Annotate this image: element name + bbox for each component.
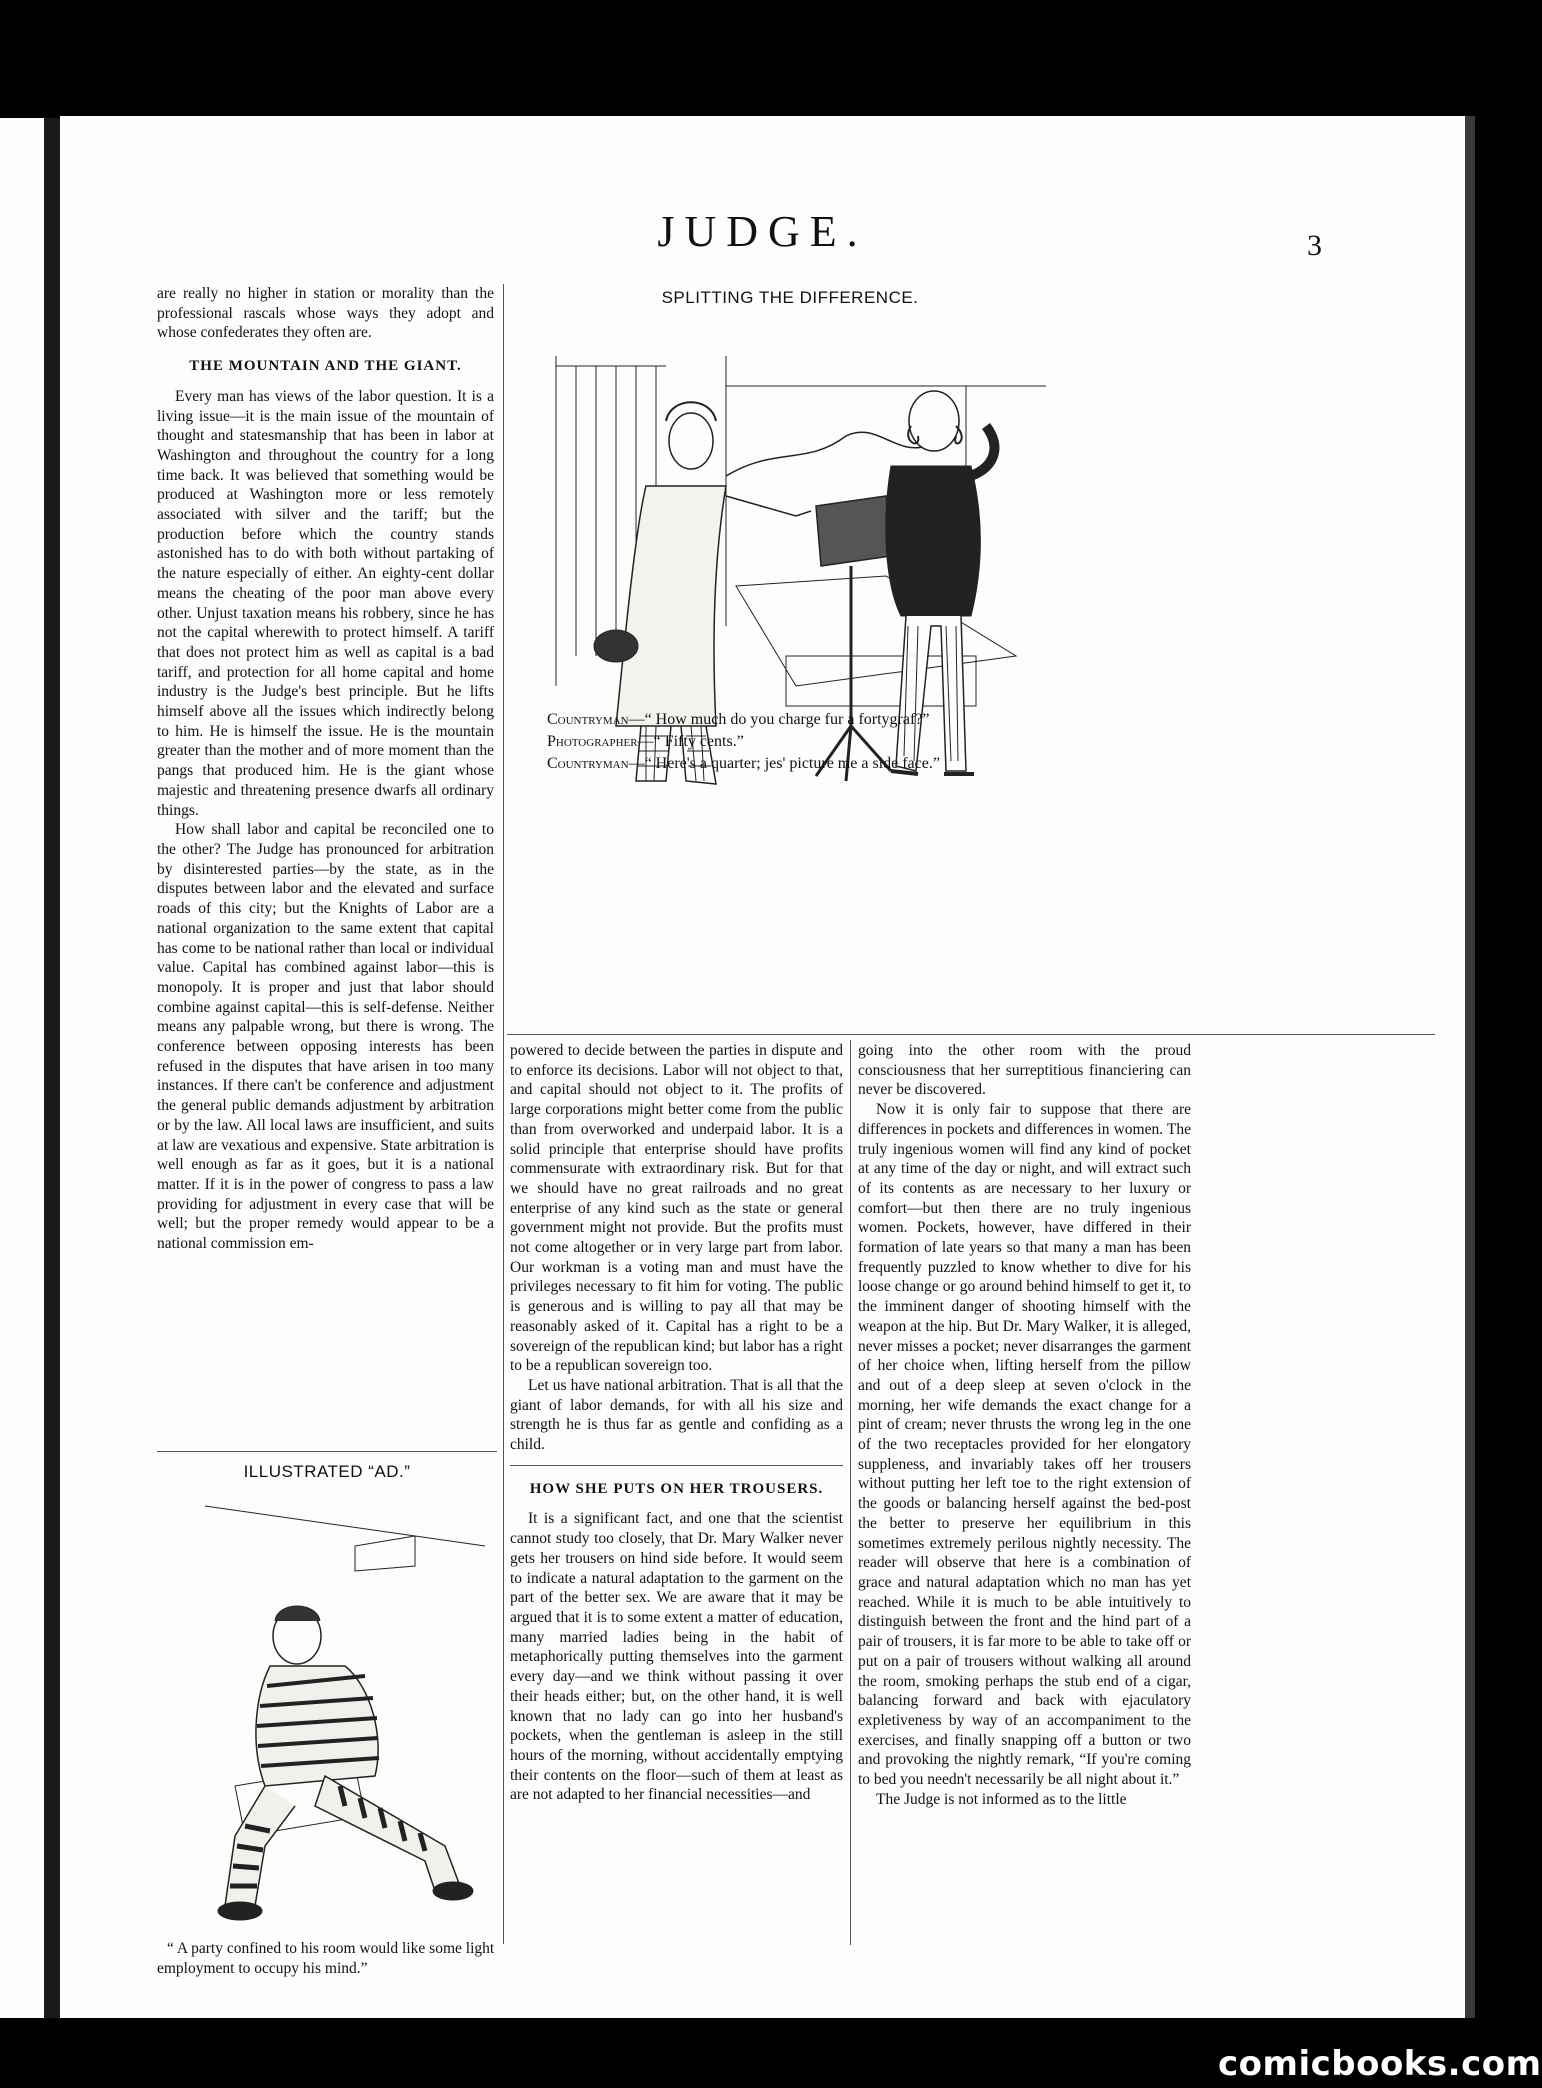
newspaper-page xyxy=(60,116,1465,2018)
speaker: Countryman xyxy=(547,711,629,728)
column-1 xyxy=(157,284,494,1254)
article-title: THE MOUNTAIN AND THE GIANT. xyxy=(189,358,462,375)
masthead: JUDGE. xyxy=(657,207,868,256)
adjacent-page-edge xyxy=(0,118,44,2018)
article-title: HOW SHE PUTS ON HER TROUSERS. xyxy=(529,1480,824,1497)
cartoon-caption: “ A party confined to his room would like some light employment to occupy his mind.” xyxy=(157,1940,495,1977)
column-rule xyxy=(850,1040,851,1945)
cartoon-title: ILLUSTRATED “AD.” xyxy=(243,1462,411,1481)
section-rule xyxy=(157,1451,497,1452)
illustrated-ad-illustration xyxy=(195,1486,495,1926)
article-paragraph: It is a significant fact, and one that the scientist cannot study too closely, that Dr. Mary Walker never gets her trousers on hind side before. It would seem to indicate a natural adaptation to the garment on the part of the better sex. We are aware that it may be argued that it is to some extent a matter of education, many married ladies being in the habit of metaphorically putting themselves into the garment every day—and we think without passing it over their heads either; but, on the other hand, it is well known that no lady can go into her husband's pockets, when the gentleman is asleep in the still hours of the morning, without accidentally emptying their contents on the floor—such of them at least as are not adapted to her financial necessities—and xyxy=(510,1510,843,1804)
page-number: 3 xyxy=(1307,229,1322,262)
dialogue-line-3 xyxy=(547,753,1197,775)
speaker: Countryman xyxy=(547,755,629,772)
line: —“ How much do you charge fur a fortygraf?” xyxy=(628,711,930,728)
article-paragraph: How shall labor and capital be reconciled one to the other? The Judge has pronounced for arbitration by disinterested parties—by the state, as in the disputes between labor and the elevated and surface roads of this city; but the Knights of Labor are a national organization to the same extent that capital has come to be national rather than local or individual value. Capital has combined against labor—this is monopoly. It is proper and just that labor should combine against capital—this is self-defense. Neither means any palpable wrong, but there is wrong. The conference between opposing interests has been refused in the disputes that have arisen in too many instances. If there can't be conference and adjustment the general public demands adjustment by arbitration or by the law. All local laws are insufficient, and suits at law are vexatious and expensive. State arbitration is well enough as far as it goes, but it is a national matter. If it is in the power of congress to pass a law providing for adjustment in every case that will be well; but the proper remedy would appear to be a national commission em- xyxy=(157,821,495,1253)
article-paragraph: Now it is only fair to suppose that there are differences in pockets and differences in women. The truly ingenious women will find any kind of pocket at any time of the day or night, and will extract such of its contents as are necessary to her luxury or comfort—but then there are no truly ingenious women. Pockets, however, have differed in their formation of late years so that many a man has been frequently puzzled to know whether to dive for his loose change or go around behind himself to get it, to the imminent danger of shooting himself with the weapon at the hip. But Dr. Mary Walker, it is alleged, never misses a pocket; never disarranges the garment of her choice when, lifting herself from the pillow and out of a deep sleep at seven o'clock in the morning, her wife demands the exact change for a pint of cream; never thrusts the wrong leg in the one of the two receptacles provided for her elongatory suppleness, and invariably takes off her trousers without putting her left toe to the right extension of the goods or balancing herself against the bed-post the better to preserve her equilibrium in this sometimes extremely perilous nightly necessity. The reader will observe that here is a combination of grace and natural adaptation which no man has yet reached. While it is much to be able intuitively to distinguish between the front and the hind part of a pair of trousers, it is far more to be able to take off or put on a pair of trousers without walking all around the room, smoking perhaps the stub end of a cigar, balancing forward and back with ejaculatory expletiveness by way of an accompaniment to the exercises, and finally snapping off a button or two and provoking the nightly remark, “If you're coming to bed you needn't necessarily be all night about it.” xyxy=(858,1101,1191,1789)
line: —“ Here's a quarter; jes' picture me a side face.” xyxy=(628,755,940,772)
cartoon-title: SPLITTING THE DIFFERENCE. xyxy=(661,288,919,307)
article-paragraph: The Judge is not informed as to the little xyxy=(876,1790,1127,1808)
column-2 xyxy=(510,1041,843,1805)
column-continuation-text: are really no higher in station or morality than the professional rascals whose ways they adopt and whose confederates they often are. xyxy=(157,285,494,342)
speaker: Photographer xyxy=(547,733,638,750)
dialogue-line-2 xyxy=(547,731,1197,753)
section-rule xyxy=(507,1034,1435,1035)
article-paragraph: Let us have national arbitration. That is all that the giant of labor demands, for with all his size and strength he is thus far as gentle and confiding as a child. xyxy=(510,1376,843,1454)
dialogue-line-1 xyxy=(547,709,1197,731)
column-3 xyxy=(858,1041,1191,1809)
page-edge-shadow xyxy=(1465,116,1475,2018)
article-paragraph: Every man has views of the labor question. It is a living issue—it is the main issue of the mountain of thought and statesmanship that has been in labor at Washington and throughout the country for a long time back. It was believed that something would be produced at Washington more or less remotely associated with silver and the tariff; but the production before which the country stands astonished has to do with both without partaking of the nature especially of either. An eighty-cent dollar means the cheating of the poor man above every other. Unjust taxation means his robbery, since he has not the capital wherewith to protect himself. A tariff that does not protect him as well as capital is a bad tariff, and protection for all home capital and home industry is the Judge's best principle. But he lifts himself above all the issues which indirectly belong to him. He is himself the issue. He is the mountain greater than the mother and of more moment than the pangs that produced him. He is the giant whose majestic and threatening presence dwarfs all ordinary things. xyxy=(157,387,494,819)
article-paragraph: powered to decide between the parties in dispute and to enforce its decisions. Labor will not object to that, and capital should not object to it. The profits of large corporations might better come from the public than from overworked and underpaid labor. It is a solid principle that enterprise should have profits commensurate with extraordinary risk. But for that we should have no great railroads and no great enterprise of any kind such as the state or general government might not provide. But the profits must not come altogether or in very large part from labor. Our workman is a voting man and must have the privileges necessary to fit him for voting. The public is generous and is willing to pay all that may be reasonably asked of it. Capital has a right to be a sovereign of the republican kind; but labor has a right to be a republican sovereign too. xyxy=(510,1042,843,1375)
page-gutter xyxy=(44,118,60,2018)
section-rule xyxy=(510,1465,843,1466)
column-rule xyxy=(503,284,504,1944)
watermark: comicbooks.com xyxy=(1218,2044,1542,2084)
cartoon-dialogue xyxy=(547,709,1197,775)
article-paragraph: going into the other room with the proud consciousness that her surreptitious financiering can never be discovered. xyxy=(858,1042,1191,1099)
line: —“ Fifty cents.” xyxy=(637,733,744,750)
